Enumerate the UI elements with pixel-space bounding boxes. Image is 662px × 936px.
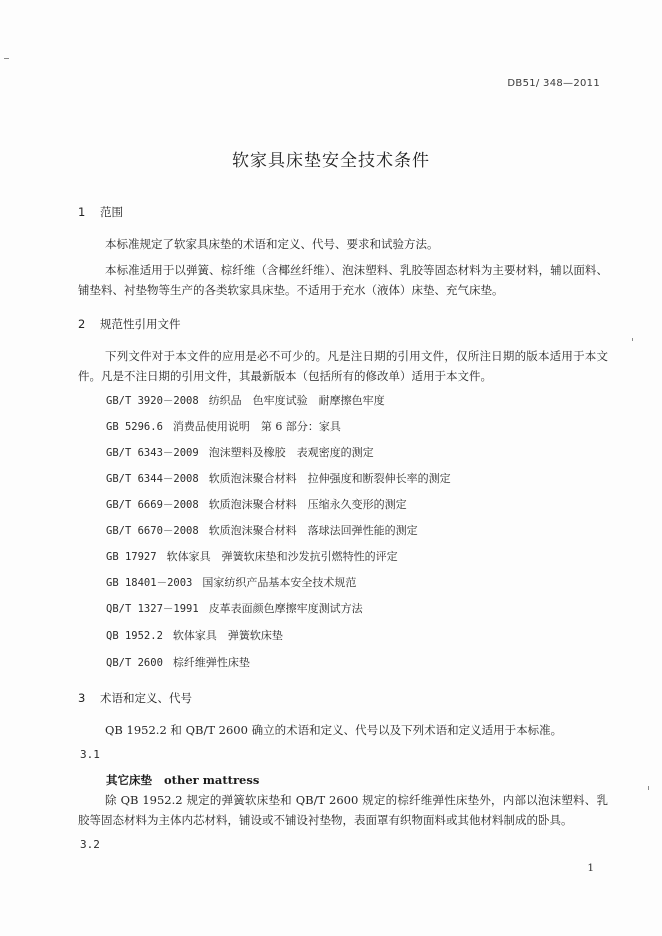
term-chinese: 其它床垫: [106, 773, 152, 787]
section-title: 范围: [100, 205, 123, 219]
reference-code: GB/T 6344－2008: [106, 473, 199, 485]
paragraph: 下列文件对于本文件的应用是必不可少的。凡是注日期的引用文件，仅所注日期的版本适用于本文件。凡是不注日期的引用文件，其最新版本（包括所有的修改单）适用于本文件。: [78, 349, 608, 383]
reference-item: [106, 444, 374, 460]
page-number: 1: [587, 862, 594, 874]
reference-item: [106, 627, 283, 643]
reference-code: GB/T 3920－2008: [106, 395, 199, 407]
section-heading: [78, 690, 192, 706]
section-number: 2: [78, 317, 86, 331]
scan-mark: [648, 786, 649, 790]
section-title: 规范性引用文件: [100, 317, 181, 331]
reference-title: 泡沫塑料及橡胶 表观密度的测定: [208, 446, 374, 459]
reference-item: [106, 392, 385, 408]
term-heading: [106, 772, 259, 788]
reference-code: GB 18401－2003: [106, 577, 193, 589]
reference-item: [106, 470, 451, 486]
reference-code: QB/T 2600: [106, 657, 163, 669]
reference-code: QB/T 1327－1991: [106, 603, 199, 615]
section-title: 术语和定义、代号: [100, 691, 192, 705]
scan-mark: [4, 58, 9, 59]
reference-code: GB/T 6343－2009: [106, 447, 199, 459]
reference-item: [106, 418, 341, 434]
reference-code: QB 1952.2: [106, 630, 163, 642]
paragraph: 本标准适用于以弹簧、棕纤维（含椰丝纤维）、泡沫塑料、乳胶等固态材料为主要材料，辅以面料、铺垫料、衬垫物等生产的各类软家具床垫。不适用于充水（液体）床垫、充气床垫。: [78, 263, 608, 297]
reference-title: 棕纤维弹性床垫: [172, 656, 250, 669]
section-number: 1: [78, 205, 86, 219]
reference-code: GB/T 6670－2008: [106, 525, 199, 537]
paragraph: 本标准规定了软家具床垫的术语和定义、代号、要求和试验方法。: [105, 237, 439, 251]
standard-code: DB51/ 348—2011: [507, 78, 600, 89]
reference-title: 纺织品 色牢度试验 耐摩擦色牢度: [208, 394, 385, 407]
reference-title: 软体家具 弹簧软床垫和沙发抗引燃特性的评定: [166, 550, 398, 563]
reference-title: 皮革表面颜色摩擦牢度测试方法: [208, 602, 363, 615]
scan-mark: [632, 338, 633, 341]
reference-item: [106, 548, 398, 564]
reference-title: 软质泡沫聚合材料 落球法回弹性能的测定: [208, 524, 418, 537]
reference-item: [106, 654, 250, 670]
reference-title: 消费品使用说明 第 6 部分：家具: [172, 420, 341, 433]
reference-title: 软质泡沫聚合材料 压缩永久变形的测定: [208, 498, 407, 511]
document-title: 软家具床垫安全技术条件: [232, 151, 430, 171]
reference-title: 软质泡沫聚合材料 拉伸强度和断裂伸长率的测定: [208, 472, 451, 485]
section-heading: [78, 316, 181, 332]
reference-title: 软体家具 弹簧软床垫: [172, 629, 283, 642]
reference-code: GB/T 6669－2008: [106, 499, 199, 511]
section-number: 3: [78, 691, 86, 705]
subsection-number: 3.2: [80, 838, 100, 851]
reference-code: GB 17927: [106, 551, 157, 563]
paragraph: 除 QB 1952.2 规定的弹簧软床垫和 QB/T 2600 规定的棕纤维弹性床垫外，内部以泡沫塑料、乳胶等固态材料为主体内芯材料，铺设或不铺设衬垫物，表面罩有织物面料或其他材料制成的卧具。: [78, 793, 608, 827]
reference-code: GB 5296.6: [106, 421, 163, 433]
paragraph: QB 1952.2 和 QB/T 2600 确立的术语和定义、代号以及下列术语和定义适用于本标准。: [105, 723, 563, 737]
reference-item: [106, 496, 407, 512]
reference-item: [106, 574, 356, 590]
section-heading: [78, 204, 123, 220]
reference-item: [106, 522, 418, 538]
reference-item: [106, 600, 363, 616]
reference-title: 国家纺织产品基本安全技术规范: [202, 576, 357, 589]
term-english: other mattress: [164, 773, 260, 787]
subsection-number: 3.1: [80, 748, 100, 761]
